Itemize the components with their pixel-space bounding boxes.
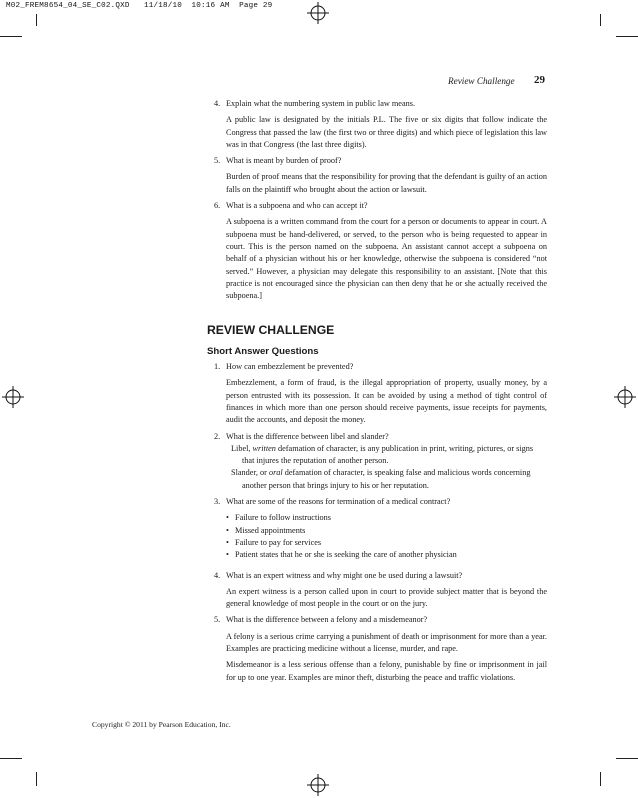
question-text: Explain what the numbering system in public law means.: [226, 99, 416, 108]
definition-rest: defamation of character, is any publication in print, writing, pictures, or signs that injures the reputation of another person.: [242, 443, 534, 466]
question-number: 6.: [214, 201, 221, 211]
crop-mark: [616, 36, 638, 37]
definition-libel: [207, 443, 547, 468]
definition-emphasis: oral: [268, 468, 283, 478]
question-number: 5.: [214, 615, 221, 625]
definition-lead: Slander, or: [231, 468, 269, 478]
copyright-footer: Copyright © 2011 by Pearson Education, Inc.: [92, 720, 231, 729]
question: [207, 614, 547, 626]
question: [207, 155, 547, 167]
definition-emphasis: written: [252, 443, 276, 453]
list-item-text: Failure to pay for services: [235, 537, 322, 547]
question: [207, 98, 547, 110]
question: [207, 496, 547, 508]
list-item: [207, 549, 547, 561]
crop-mark: [0, 36, 22, 37]
question-number: 1.: [214, 362, 221, 372]
answer: Burden of proof means that the responsibility for proving that the defendant is guilty of an action falls on the plaintiff who brought about the action or lawsuit.: [226, 172, 547, 194]
list-item-text: Patient states that he or she is seeking the care of another physician: [235, 550, 457, 560]
page-content: [207, 98, 547, 684]
answer: Misdemeanor is a less serious offense than a felony, punishable by fine or imprisonment in jail for up to one year. Examples are minor theft, disturbing the peace and traffic violations.: [226, 660, 547, 682]
bullet-list: [207, 512, 547, 561]
question-text: What is meant by burden of proof?: [226, 156, 342, 166]
definition-slander: [207, 467, 547, 492]
crop-mark: [600, 14, 601, 26]
question-text: What is the difference between a felony and a misdemeanor?: [226, 615, 428, 625]
answer: A felony is a serious crime carrying a punishment of death or imprisonment for more than a year. Examples are practicing medicine without a license, murder, and rape.: [226, 631, 547, 653]
question-text: How can embezzlement be prevented?: [226, 362, 354, 372]
list-item: [207, 525, 547, 537]
question-number: 5.: [214, 156, 221, 166]
answer: Embezzlement, a form of fraud, is the illegal appropriation of property, usually money, by a person entrusted with its possession. It can be avoided by using a method of tight control of finances in which more than one person should receive payments, issue receipts for payments, audit the accounts, and deposit the money.: [226, 378, 547, 425]
bullet-icon: •: [226, 550, 229, 560]
bullet-icon: •: [226, 537, 229, 547]
question: [207, 570, 547, 582]
bullet-icon: •: [226, 513, 229, 523]
crop-mark: [36, 772, 37, 786]
bullet-icon: •: [226, 525, 229, 535]
registration-mark-icon: [2, 386, 24, 408]
question-text: What is a subpoena and who can accept it?: [226, 201, 368, 211]
question: [207, 361, 547, 373]
section-title: REVIEW CHALLENGE: [207, 323, 335, 338]
print-slug: M02_FREM8654_04_SE_C02.QXD 11/18/10 10:16 AM Page 29: [6, 2, 273, 10]
answer: A public law is designated by the initials P.L. The five or six digits that follow indicate the Congress that passed the law (the first two or three digits) and which piece of legislation this law was in that Congress (the last three digits).: [226, 115, 547, 149]
crop-mark: [600, 772, 601, 786]
list-item-text: Failure to follow instructions: [235, 513, 332, 523]
list-item-text: Missed appointments: [235, 525, 306, 535]
registration-mark-icon: [307, 774, 329, 796]
registration-mark-icon: [614, 386, 636, 408]
answer: A subpoena is a written command from the court for a person or documents to appear in court. A subpoena must be hand-delivered, or served, to the person who is being requested to appear in court. This is the person named on the subpoena. An assistant cannot accept a subpoena on behalf of a physician without his or her knowledge, otherwise the subpoena is considered “not served.” However, a physician may delegate this responsibility to an assistant. [Note that this practice is not encouraged since the physician can then deny that he or she actually received the subpoena.]: [226, 217, 547, 301]
question-text: What are some of the reasons for termination of a medical contract?: [226, 497, 451, 507]
question: [207, 431, 547, 443]
definition-lead: Libel,: [231, 443, 253, 453]
answer: An expert witness is a person called upon in court to provide subject matter that is beyond the general knowledge of most people in the court or on the jury.: [226, 586, 547, 609]
list-item: [207, 512, 547, 524]
crop-mark: [616, 758, 638, 759]
definition-rest: defamation of character, is speaking false and malicious words concerning another person that brings injury to his or her reputation.: [242, 468, 531, 490]
question-number: 2.: [214, 431, 221, 441]
list-item: [207, 537, 547, 549]
question-number: 4.: [214, 99, 221, 108]
question-number: 3.: [214, 497, 221, 507]
running-head: Review Challenge: [448, 76, 515, 86]
crop-mark: [0, 758, 22, 759]
page-number: 29: [534, 74, 545, 86]
question-text: What is the difference between libel and slander?: [226, 431, 389, 441]
crop-mark: [36, 14, 37, 26]
question-number: 4.: [214, 570, 221, 580]
subsection-title: Short Answer Questions: [207, 345, 319, 357]
question-text: What is an expert witness and why might one be used during a lawsuit?: [226, 570, 463, 580]
question: [207, 200, 547, 212]
registration-mark-icon: [307, 2, 329, 24]
